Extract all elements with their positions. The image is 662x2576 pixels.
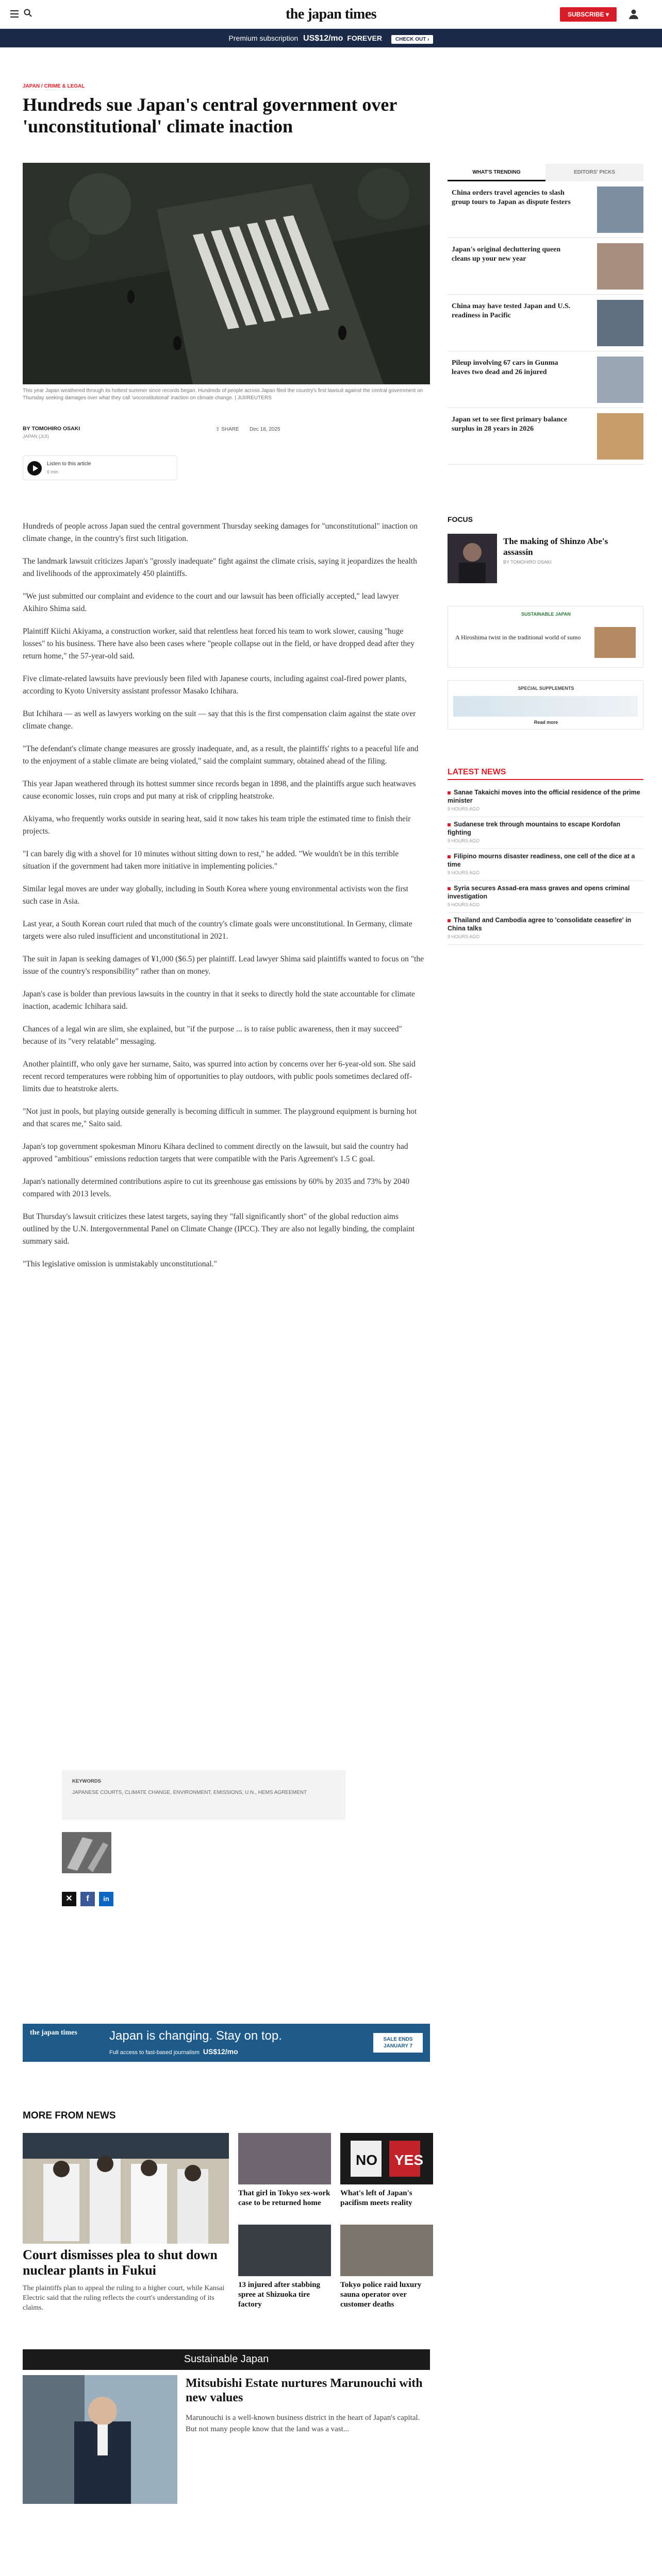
bullet-icon (448, 855, 451, 858)
banner-sub-text: Full access to fast-based journalism (109, 2049, 200, 2056)
article-paragraph: This year Japan weathered through its hottest summer since records began in 1898, and the plaintiffs argue such heatwaves cause economic losses, ruin crops and put many at risk of crippling heatstroke. (23, 779, 416, 801)
account-icon[interactable] (628, 8, 639, 20)
latest-news-title[interactable] (448, 788, 643, 805)
article-paragraph: Chances of a legal win are slim, she explained, but "if the purpose ... is to raise public awareness, then it may succeed" because of its "very relatable" messaging. (23, 1025, 402, 1046)
banner-headline: Japan is changing. Stay on top. (109, 2029, 282, 2043)
sustainable-japan-image[interactable] (23, 2375, 177, 2504)
trending-item-title[interactable]: Japan's original decluttering queen cleans up your new year (452, 246, 561, 263)
trending-item[interactable] (448, 243, 643, 295)
promo-text: Premium subscription (228, 34, 299, 42)
hero-image (23, 163, 430, 384)
latest-news-title-text: Syria secures Assad-era mass graves and opens criminal investigation (448, 885, 630, 900)
latest-news-title[interactable] (448, 820, 643, 837)
top-navigation-bar (0, 0, 662, 29)
article-paragraph: The landmark lawsuit criticizes Japan's "grossly inadequate" fight against the climate crisis, saying it jeopardizes the health and livelihoods of the approximately 450 plaintiffs. (23, 557, 417, 578)
tab-editors-picks[interactable]: EDITORS' PICKS (545, 164, 643, 181)
listen-widget[interactable] (23, 455, 177, 480)
sidebar-tabs (448, 164, 643, 181)
article-paragraph: Hundreds of people across Japan sued the central government Thursday seeking damages for "unconstitutional" inaction on climate change, in the country's first such litigation. (23, 522, 418, 543)
sustainable-japan-label: Sustainable Japan (184, 2353, 269, 2365)
subscribe-label: SUBSCRIBE (567, 11, 604, 18)
latest-news-title-text: Thailand and Cambodia agree to 'consolidate ceasefire' in China talks (448, 917, 632, 932)
bullet-icon (448, 791, 451, 794)
article-paragraph: "I can barely dig with a shovel for 10 minutes without sitting down to rest," he added. "We wouldn't be in this terrible situation if the government had taken more initiative in implementing policies." (23, 850, 399, 871)
article-paragraph: Last year, a South Korean court ruled that much of the country's climate goals were unconstitutional. In Germany, climate targets were also ruled insufficient and unconstitutional in 2021. (23, 920, 412, 941)
section-breadcrumb[interactable]: JAPAN / CRIME & LEGAL (23, 83, 85, 89)
promo-cta[interactable]: CHECK OUT › (391, 35, 434, 44)
byline (23, 426, 80, 432)
share-icon: ⇪ (216, 427, 220, 432)
svg-text:YES: YES (394, 2152, 424, 2168)
trending-item[interactable] (448, 300, 643, 351)
trending-item-title[interactable]: Japan set to see first primary balance surplus in 28 years in 2026 (452, 416, 567, 433)
play-icon[interactable] (27, 461, 42, 476)
latest-news-title[interactable] (448, 852, 643, 869)
share-linkedin-icon[interactable]: in (99, 1892, 113, 1906)
article-paragraph: "We just submitted our complaint and evidence to the court and our lawsuit has been officially accepted," lead lawyer Akihiro Shima said. (23, 592, 399, 613)
more-lead-title[interactable]: Court dismisses plea to shut down nuclear plants in Fukui (23, 2247, 218, 2278)
more-lead-body: The plaintiffs plan to appeal the ruling to a higher court, while Kansai Electric said that the ruling reflects the court's understanding of its claims. (23, 2284, 225, 2312)
share-facebook-icon[interactable]: f (80, 1892, 95, 1906)
bullet-icon (448, 823, 451, 826)
latest-news-time: 9 HOURS AGO (448, 806, 480, 811)
latest-news-title-text: Sudanese trek through mountains to escape Kordofan fighting (448, 821, 620, 836)
special-supplements-box (448, 680, 643, 730)
article-paragraph: Five climate-related lawsuits have previously been filed with Japanese courts, including against coal-fired power plants, according to Kyoto University assistant professor Masako Ichihara. (23, 674, 407, 696)
trending-item-image (597, 357, 643, 403)
trending-item-title[interactable]: Pileup involving 67 cars in Gunma leaves two dead and 26 injured (452, 359, 558, 376)
trending-item-title[interactable]: China may have tested Japan and U.S. readiness in Pacific (452, 302, 571, 319)
promo-price: US$12/mo (303, 34, 343, 43)
banner-logo: the japan times (30, 2029, 77, 2037)
latest-news-item[interactable] (448, 788, 643, 817)
latest-news-time: 9 HOURS AGO (448, 838, 480, 843)
more-news-label: MORE FROM NEWS (23, 2110, 116, 2121)
more-item-title[interactable]: What's left of Japan's pacifism meets reality (340, 2189, 412, 2207)
trending-item[interactable] (448, 413, 643, 465)
more-item-image[interactable] (238, 2225, 331, 2276)
more-lead-image[interactable] (23, 2133, 229, 2244)
trending-item[interactable] (448, 357, 643, 408)
trending-item-image (597, 187, 643, 233)
publish-date: Dec 18, 2025 (250, 427, 280, 432)
byline-label: BY (23, 426, 30, 432)
focus-card[interactable] (448, 534, 643, 590)
promo-suffix: FOREVER (347, 34, 382, 42)
subscribe-button[interactable]: SUBSCRIBE ▾ (560, 7, 617, 22)
latest-news-title[interactable] (448, 916, 643, 933)
more-item-title[interactable]: That girl in Tokyo sex-work case to be returned home (238, 2189, 330, 2207)
author-link[interactable]: TOMOHIRO OSAKI (31, 426, 80, 432)
tab-whats-trending[interactable]: WHAT'S TRENDING (448, 164, 545, 181)
article-title: Hundreds sue Japan's central government over 'unconstitutional' climate inaction (23, 94, 397, 137)
trending-item-image (597, 243, 643, 290)
article-thumbnail[interactable] (62, 1832, 111, 1873)
sustainable-japan-header (23, 2349, 430, 2370)
article-paragraph: Plaintiff Kiichi Akiyama, a construction worker, said that relentless heat forced his team to work slower, causing "huge losses" to his business. There have also been cases where "people collapse out in the field, or have dropped dead after they return home," the 57-year-old said. (23, 627, 415, 660)
article-paragraph: Japan's nationally determined contributions aspire to cut its greenhouse gas emissions by 60% by 2035 and 73% by 2040 compared with 2013 levels. (23, 1177, 410, 1198)
article-paragraph: But Ichihara — as well as lawyers working on the suit — say that this is the first compensation claim against the state over climate change. (23, 709, 416, 731)
focus-author: BY TOMOHIRO OSAKI (503, 560, 552, 565)
keywords-list[interactable]: JAPANESE COURTS, CLIMATE CHANGE, ENVIRONMENT, EMISSIONS, U.N., HEMS AGREEMENT (72, 1790, 307, 1795)
banner-cta-line2: JANUARY 7 (383, 2043, 413, 2049)
banner-cta[interactable] (373, 2033, 423, 2053)
bullet-icon (448, 887, 451, 890)
article-paragraph: "Not just in pools, but playing outside generally is becoming difficult in summer. The playground equipment is burning hot and that scares me," Saito said. (23, 1107, 417, 1128)
subscription-banner[interactable] (23, 2024, 430, 2062)
focus-title[interactable]: The making of Shinzo Abe's assassin (503, 536, 608, 557)
focus-image (448, 534, 497, 583)
sustainable-image (594, 627, 636, 658)
latest-news-time: 9 HOURS AGO (448, 870, 480, 875)
sustainable-japan-title[interactable]: Mitsubishi Estate nurtures Marunouchi with new values (186, 2377, 423, 2404)
trending-item-image (597, 300, 643, 346)
more-item-image[interactable] (238, 2133, 331, 2184)
svg-text:NO: NO (356, 2152, 377, 2168)
article-paragraph: Similar legal moves are under way globally, including in South Korea where young environmental activists won the first such case in Asia. (23, 885, 408, 906)
article-paragraph: The suit in Japan is seeking damages of ¥1,000 ($6.5) per plaintiff. Lead lawyer Shima said plaintiffs wanted to focus on "the issue of the country's responsibility" rather than on money. (23, 955, 424, 976)
article-paragraph: Another plaintiff, who only gave her surname, Saito, was spurred into action by concerns over her 6-year-old son. She said recent record temperatures were robbing him of opportunities to play outdoors, with public pools sometimes declared off-limits due to heatstroke alerts. (23, 1060, 416, 1093)
latest-news-label: LATEST NEWS (448, 768, 643, 780)
article-paragraph: Japan's top government spokesman Minoru Kihara declined to comment directly on the lawsuit, but said the country had approved "ambitious" emissions reduction targets that were compatible with the Paris Agreement's 1.5 C goal. (23, 1142, 408, 1163)
keywords-label: KEYWORDS (72, 1778, 101, 1784)
latest-news-time: 9 HOURS AGO (448, 902, 480, 907)
share-button[interactable] (216, 427, 239, 432)
more-item-image[interactable] (340, 2225, 433, 2276)
latest-news-title-text: Sanae Takaichi moves into the official residence of the prime minister (448, 789, 640, 804)
share-x-icon[interactable]: ✕ (62, 1892, 76, 1906)
hero-caption: This year Japan weathered through its hottest summer since records began. Hundreds of people across Japan filed the country's first lawsuit against the central government on Thursday seeking damages over what they call 'unconstitutional' inaction on climate change. | JIJI/REUTERS (23, 388, 423, 401)
read-more-link[interactable]: Read more (534, 720, 558, 725)
keywords-box (62, 1770, 345, 1820)
promo-bar[interactable] (0, 29, 662, 47)
article-paragraph: But Thursday's lawsuit criticizes these latest targets, saying they "fall significantly short" of the global reduction aims outlined by the U.N. Intergovernmental Panel on Climate Change (IPCC). They are also not legally binding, the complaint summary said. (23, 1212, 415, 1246)
article-paragraph: Japan's case is bolder than previous lawsuits in the country in that it seeks to directly hold the state accountable for climate inaction, academic Ichihara said. (23, 990, 415, 1011)
sustainable-item[interactable]: A Hiroshima twist in the traditional world of sumo (455, 634, 581, 641)
share-label: SHARE (221, 427, 239, 432)
latest-news-title[interactable] (448, 884, 643, 901)
special-supplements-label: SPECIAL SUPPLEMENTS (518, 686, 574, 691)
trending-item[interactable] (448, 187, 643, 238)
bullet-icon (448, 919, 451, 922)
article-paragraph: "This legislative omission is unmistakably unconstitutional." (23, 1260, 217, 1268)
site-logo[interactable]: the japan times (285, 6, 377, 22)
latest-news-item[interactable] (448, 820, 643, 849)
more-item-title[interactable]: Tokyo police raid luxury sauna operator over customer deaths (340, 2281, 422, 2309)
latest-news-item[interactable] (448, 916, 643, 945)
sustainable-japan-body: Marunouchi is a well-known business district in the heart of Japan's capital. But not many people know that the land was a vast... (186, 2414, 420, 2433)
latest-news-title-text: Filipino mourns disaster readiness, one cell of the dice at a time (448, 853, 635, 868)
sustainable-box (448, 606, 643, 668)
article-paragraph: "The defendant's climate change measures are grossly inadequate, and, as a result, the plaintiffs' rights to a peaceful life and to the enjoyment of a stable climate are being violated," said the complaint summary, obtained ahead of the filing. (23, 744, 419, 766)
focus-label: FOCUS (448, 515, 473, 523)
byline-agency: JAPAN (JIJI) (23, 434, 49, 439)
more-item-title[interactable]: 13 injured after stabbing spree at Shizuoka tire factory (238, 2281, 321, 2309)
listen-label: Listen to this article (47, 461, 91, 467)
more-item-image[interactable] (340, 2133, 433, 2184)
special-supplements-image[interactable] (453, 696, 638, 717)
latest-news-item[interactable] (448, 852, 643, 881)
latest-news-item[interactable] (448, 884, 643, 913)
trending-item-image (597, 413, 643, 460)
banner-price: US$12/mo (203, 2047, 238, 2056)
banner-cta-line1: SALE ENDS (383, 2037, 413, 2042)
listen-duration: 6 min (47, 469, 59, 474)
latest-news-time: 9 HOURS AGO (448, 934, 480, 939)
trending-item-title[interactable]: China orders travel agencies to slash group tours to Japan as dispute festers (452, 189, 571, 206)
sustainable-label: SUSTAINABLE JAPAN (521, 612, 571, 617)
article-paragraph: Akiyama, who frequently works outside in searing heat, said it now takes his team triple the estimated time to finish their projects. (23, 815, 411, 836)
banner-sub (109, 2047, 238, 2056)
